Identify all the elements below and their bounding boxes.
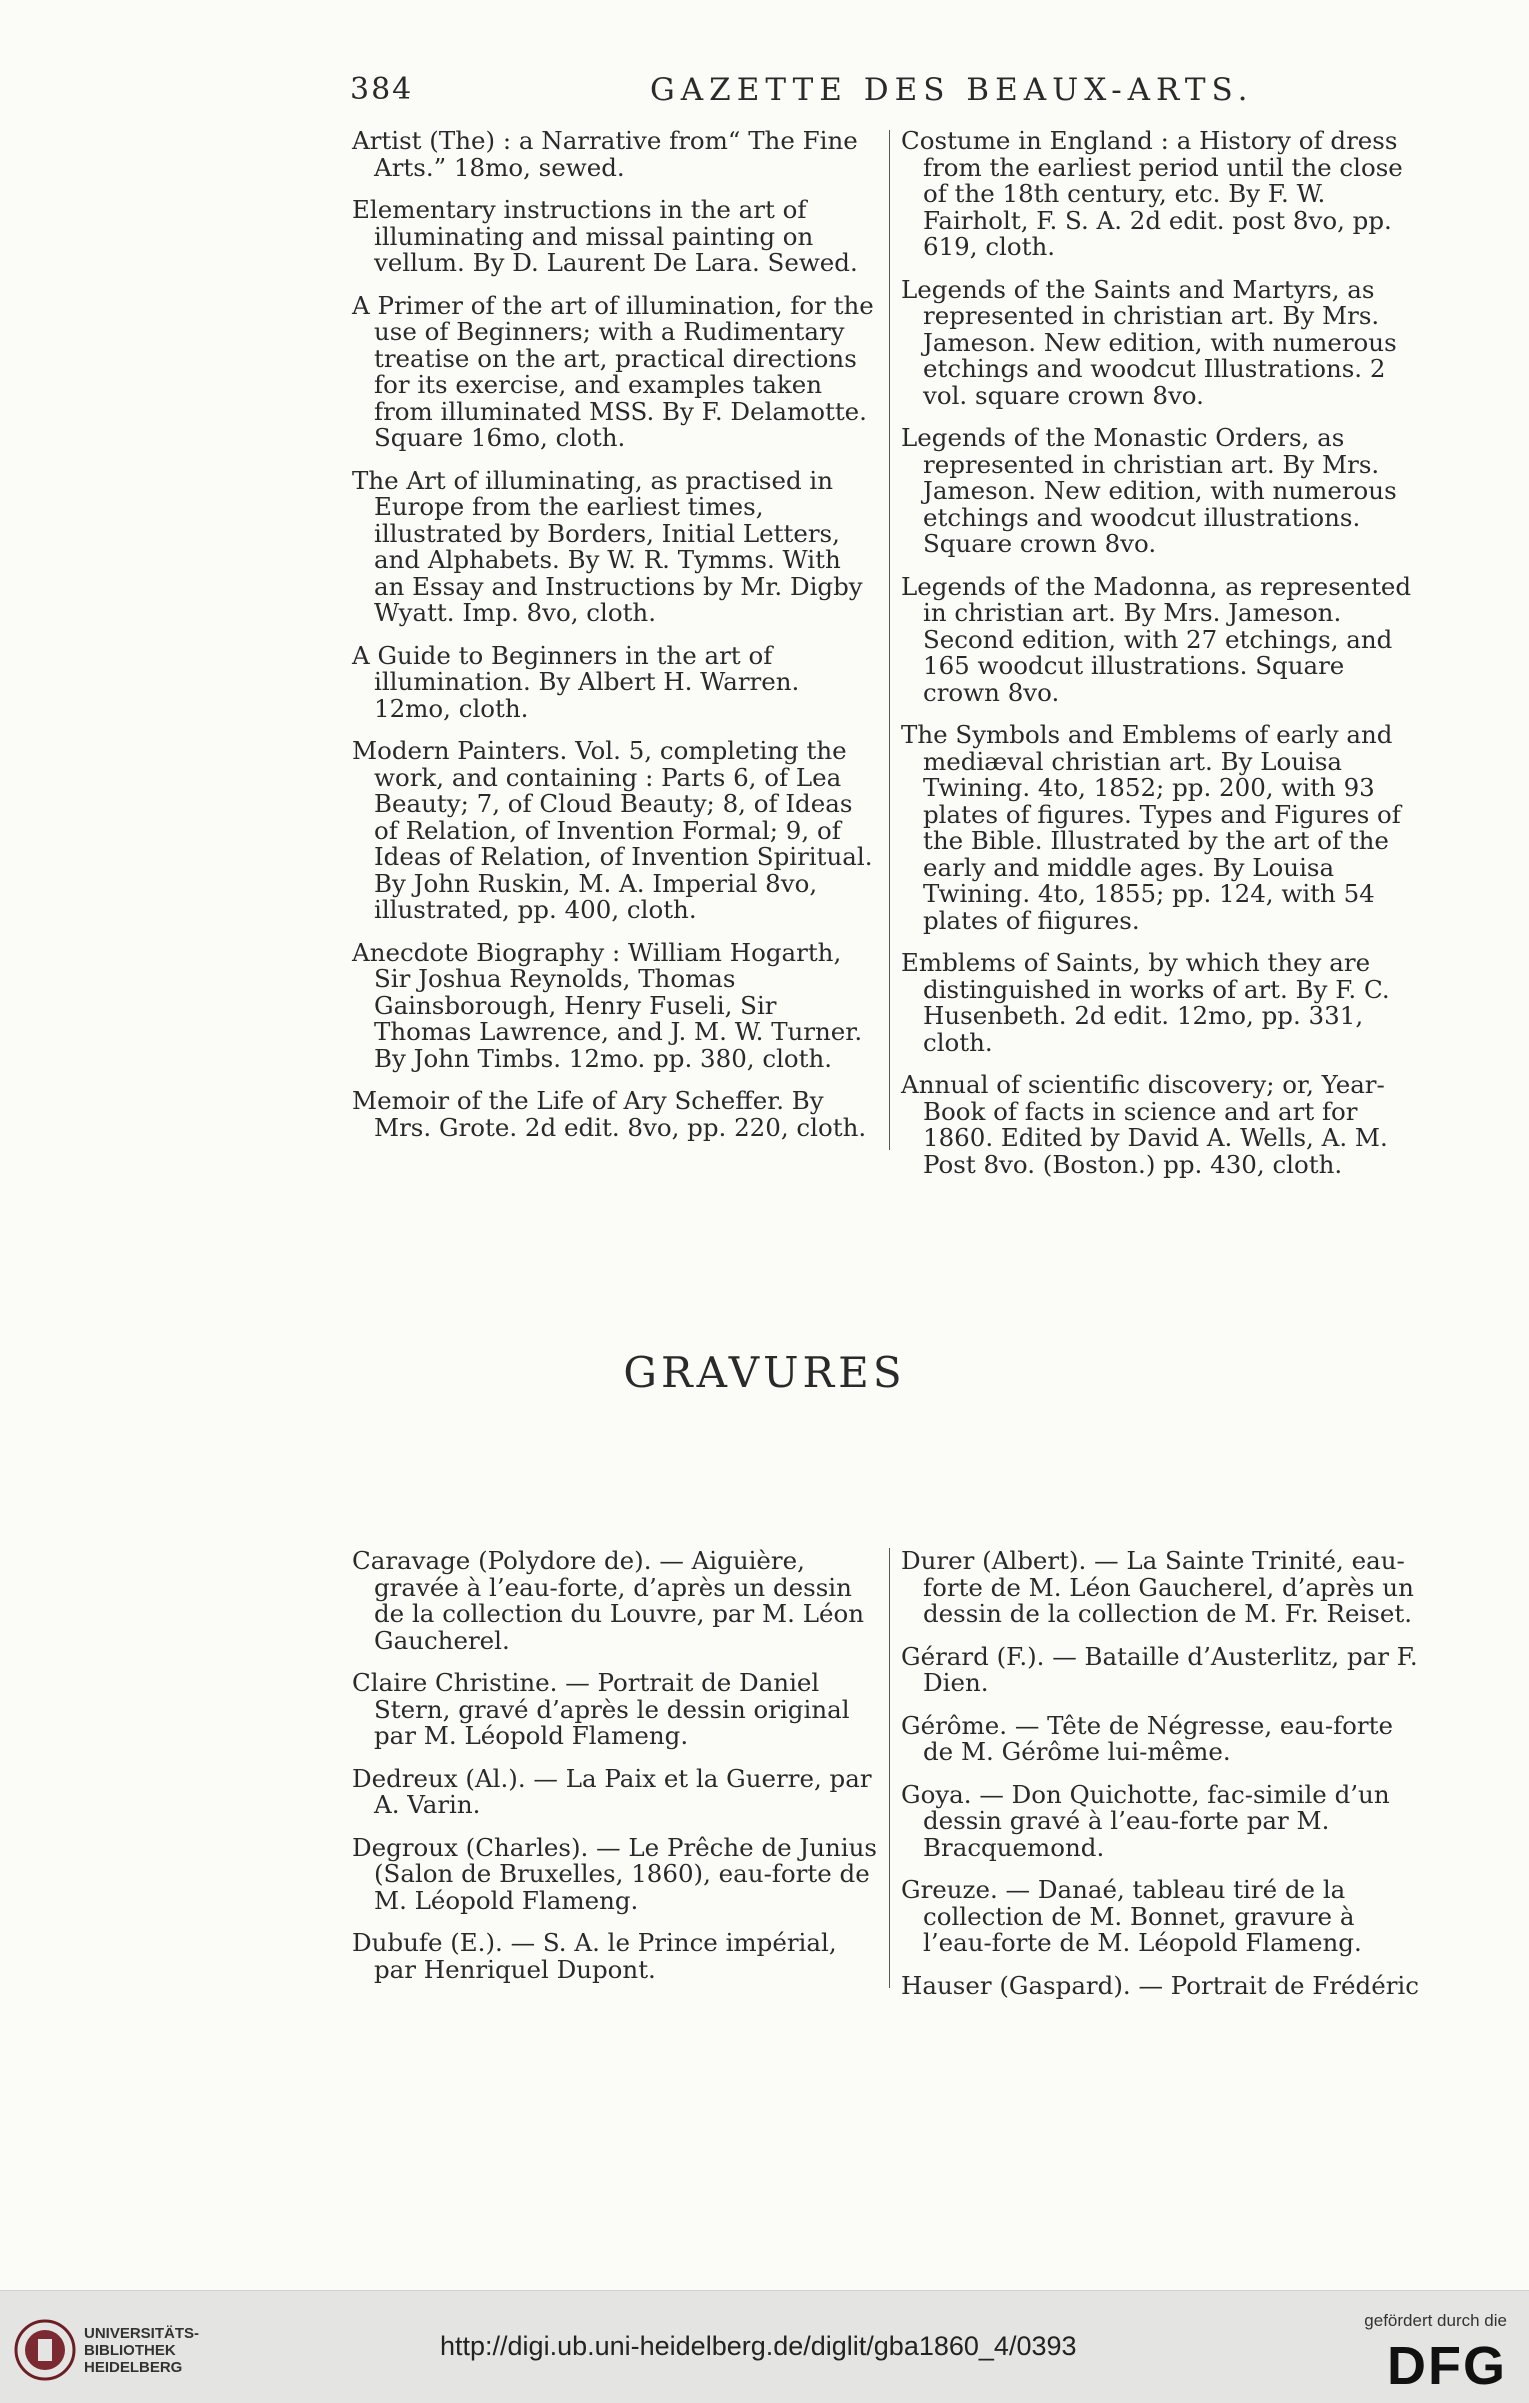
engraving-entry: Dubufe (E.). — S. A. le Prince impérial, par Henriquel Dupont. [352, 1928, 837, 1984]
book-entry: Emblems of Saints, by which they are distinguished in works of art. By F. C. Husenbeth. 2d edit. 12mo, pp. 331, cloth. [901, 948, 1390, 1057]
column-divider-top [889, 130, 890, 1150]
permalink[interactable]: http://digi.ub.uni-heidelberg.de/diglit/gba1860_4/0393 [440, 2331, 1077, 2361]
book-entry: The Symbols and Emblems of early and mediæval christian art. By Louisa Twining. 4to, 1852; pp. 200, with 93 plates of figures. Types and Figures of the Bible. Illustrated by the art of the early and middle ages. By Louisa Twining. 4to, 1855; pp. 124, with 54 plates of fiigures. [901, 720, 1401, 935]
university-seal-icon [14, 2319, 76, 2381]
book-entry: Modern Painters. Vol. 5, completing the work, and containing : Parts 6, of Lea Beauty; 7, of Cloud Beauty; 8, of Ideas of Relation, of Invention Formal; 9, of Ideas of Relation, of Invention Spiritual. By John Ruskin, M. A. Imperial 8vo, illustrated, pp. 400, cloth. [352, 736, 873, 924]
book-entry: Memoir of the Life of Ary Scheffer. By Mrs. Grote. 2d edit. 8vo, pp. 220, cloth. [352, 1086, 867, 1142]
book-entry: A Guide to Beginners in the art of illumination. By Albert H. Warren. 12mo, cloth. [352, 640, 800, 723]
engraving-entry: Degroux (Charles). — Le Prêche de Junius (Salon de Bruxelles, 1860), eau-forte de M. Léopold Flameng. [352, 1832, 877, 1915]
book-entry: The Art of illuminating, as practised in Europe from the earliest times, illustrated by Borders, Initial Letters, and Alphabets. By W. R. Tymms. With an Essay and Instructions by Mr. Digby Wyatt. Imp. 8vo, cloth. [352, 465, 863, 627]
page-number: 384 [350, 72, 414, 107]
book-entry: Artist (The) : a Narrative from“ The Fine Arts.” 18mo, sewed. [352, 126, 858, 182]
book-entry: Legends of the Monastic Orders, as represented in christian art. By Mrs. Jameson. New edition, with numerous etchings and woodcut illustrations. Square crown 8vo. [901, 423, 1397, 558]
book-entry: Legends of the Saints and Martyrs, as represented in christian art. By Mrs. Jameson. New edition, with numerous etchings and woodcut Illustrations. 2 vol. square crown 8vo. [901, 274, 1397, 410]
books-left-column [352, 128, 877, 1157]
engraving-entry: Gérard (F.). — Bataille d’Austerlitz, par F. Dien. [901, 1641, 1418, 1697]
engraving-entry: Gérôme. — Tête de Négresse, eau-forte de M. Gérôme lui-même. [901, 1710, 1393, 1766]
engraving-entry: Greuze. — Danaé, tableau tiré de la collection de M. Bonnet, gravure à l’eau-forte de M. Léopold Flameng. [901, 1875, 1362, 1957]
gravures-right-column [901, 1548, 1426, 2015]
engraving-entry: Claire Christine. — Portrait de Daniel Stern, gravé d’après le dessin original par M. Léopold Flameng. [352, 1668, 850, 1750]
running-header [350, 62, 1440, 112]
book-entry: Legends of the Madonna, as represented in christian art. By Mrs. Jameson. Second edition, with 27 etchings, and 165 woodcut illustrations. Square crown 8vo. [901, 571, 1412, 707]
engraving-entry: Goya. — Don Quichotte, fac-simile d’un dessin gravé à l’eau-forte par M. Bracquemond. [901, 1779, 1390, 1862]
engraving-entry: Dedreux (Al.). — La Paix et la Guerre, par A. Varin. [352, 1763, 872, 1819]
library-name: UNIVERSITÄTS- BIBLIOTHEK HEIDELBERG [84, 2325, 200, 2376]
viewer-footer [0, 2290, 1529, 2403]
funding-note: gefördert durch die [1364, 2311, 1507, 2330]
book-entry: Anecdote Biography : William Hogarth, Sir Joshua Reynolds, Thomas Gainsborough, Henry Fuseli, Sir Thomas Lawrence, and J. M. W. Turner. By John Timbs. 12mo. pp. 380, cloth. [352, 937, 863, 1073]
book-entry: Costume in England : a History of dress from the earliest period until the close of the 18th century, etc. By F. W. Fairholt, F. S. A. 2d edit. post 8vo, pp. 619, cloth. [901, 126, 1403, 261]
engraving-entry: Hauser (Gaspard). — Portrait de Frédéric [901, 1970, 1419, 2000]
section-heading: GRAVURES [623, 1348, 906, 1397]
dfg-logo: DFG [1387, 2336, 1507, 2396]
engraving-entry: Caravage (Polydore de). — Aiguière, gravée à l’eau-forte, d’après un dessin de la collection du Louvre, par M. Léon Gaucherel. [352, 1546, 864, 1655]
gravures-left-column [352, 1548, 877, 1999]
engraving-entry: Durer (Albert). — La Sainte Trinité, eau-forte de M. Léon Gaucherel, d’après un dessin de la collection de M. Fr. Reiset. [901, 1546, 1414, 1628]
book-entry: Annual of scientific discovery; or, Year-Book of facts in science and art for 1860. Edited by David A. Wells, A. M. Post 8vo. (Boston.) pp. 430, cloth. [901, 1070, 1388, 1179]
book-entry: Elementary instructions in the art of illuminating and missal painting on vellum. By D. Laurent De Lara. Sewed. [352, 195, 858, 277]
books-right-column [901, 128, 1426, 1194]
running-title: GAZETTE DES BEAUX-ARTS. [650, 72, 1254, 108]
book-entry: A Primer of the art of illumination, for the use of Beginners; with a Rudimentary treatise on the art, practical directions for its exercise, and examples taken from illuminated MSS. By F. Delamotte. Square 16mo, cloth. [352, 290, 874, 452]
column-divider-bottom [889, 1548, 890, 1988]
